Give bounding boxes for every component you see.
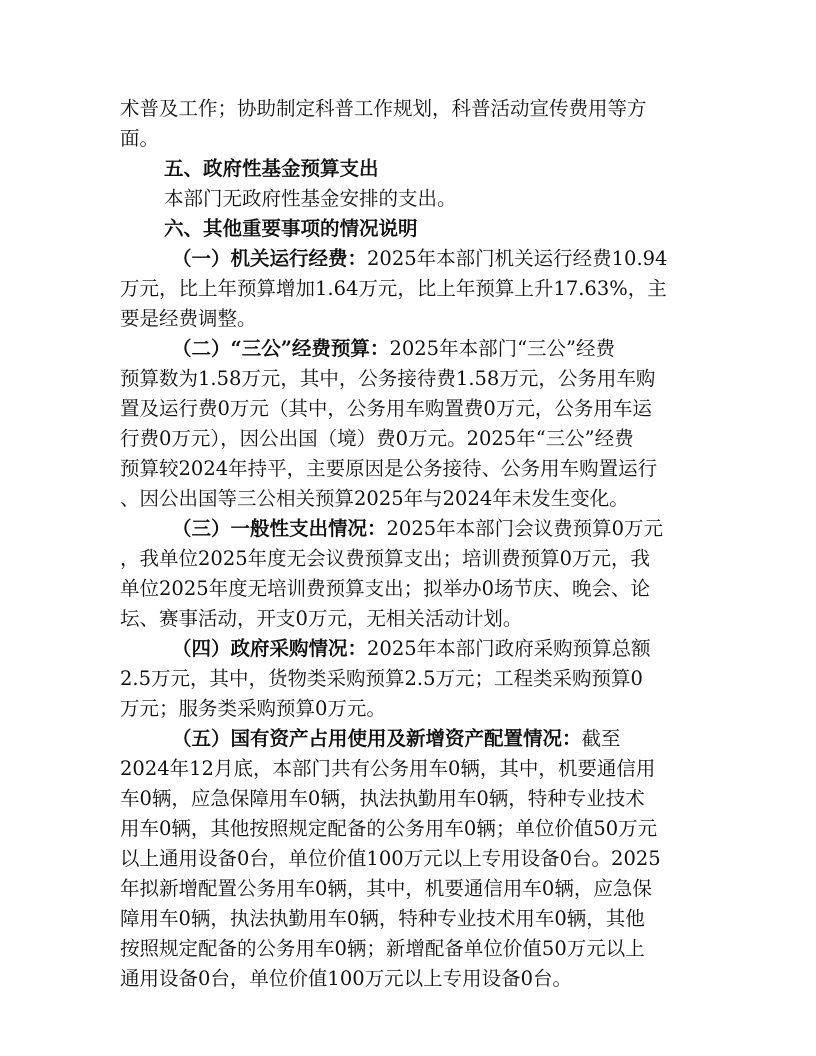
body-line: 按照规定配备的公务用车0辆；新增配备单位价值50万元以上 — [120, 937, 645, 960]
subsection-line: （二）“三公”经费预算：2025年本部门“三公”经费 — [172, 337, 616, 360]
body-line: 预算数为1.58万元，其中，公务接待费1.58万元，公务用车购 — [120, 367, 656, 390]
body-line: 、因公出国等三公相关预算2025年与2024年未发生变化。 — [120, 487, 629, 510]
body-line: 要是经费调整。 — [120, 307, 257, 330]
body-line: 万元；服务类采购预算0万元。 — [120, 697, 386, 720]
subsection-heading: （五）国有资产占用使用及新增资产配置情况： — [172, 727, 582, 750]
body-line: ，我单位2025年度无会议费预算支出；培训费预算0万元，我 — [120, 547, 651, 570]
body-line: 障用车0辆，执法执勤用车0辆，特种专业技术用车0辆，其他 — [120, 907, 645, 930]
body-line: 用车0辆，其他按照规定配备的公务用车0辆；单位价值50万元 — [120, 817, 658, 840]
body-line: 2.5万元，其中，货物类采购预算2.5万元；工程类采购预算0 — [120, 667, 643, 690]
body-line: 年拟新增配置公务用车0辆，其中，机要通信用车0辆，应急保 — [120, 877, 652, 900]
document-page — [120, 94, 700, 994]
body-line: 置及运行费0万元（其中，公务用车购置费0万元，公务用车运 — [120, 397, 652, 420]
subsection-line: （五）国有资产占用使用及新增资产配置情况：截至 — [172, 727, 621, 750]
subsection-heading: （二）“三公”经费预算： — [172, 337, 390, 360]
body-line: 本部门无政府性基金安排的支出。 — [164, 187, 457, 210]
subsection-line: （一）机关运行经费：2025年本部门机关运行经费10.94 — [172, 247, 668, 270]
section-heading: 五、政府性基金预算支出 — [164, 157, 379, 180]
body-line: 车0辆，应急保障用车0辆，执法执勤用车0辆，特种专业技术 — [120, 787, 645, 810]
body-line: 通用设备0台，单位价值100万元以上专用设备0台。 — [120, 967, 573, 990]
subsection-heading: （四）政府采购情况： — [172, 637, 368, 660]
body-line: 术普及工作；协助制定科普工作规划，科普活动宣传费用等方 — [120, 97, 647, 120]
body-line: 面。 — [120, 127, 160, 150]
body-line: 单位2025年度无培训费预算支出；拟举办0场节庆、晚会、论 — [120, 577, 651, 600]
subsection-line: （四）政府采购情况：2025年本部门政府采购预算总额 — [172, 637, 651, 660]
subsection-heading: （一）机关运行经费： — [172, 247, 368, 270]
body-line: 坛、赛事活动，开支0万元，无相关活动计划。 — [120, 607, 523, 630]
body-line: 万元，比上年预算增加1.64万元，比上年预算上升17.63%，主 — [120, 277, 667, 300]
body-line: 预算较2024年持平，主要原因是公务接待、公务用车购置运行 — [120, 457, 658, 480]
body-line: 2024年12月底，本部门共有公务用车0辆，其中，机要通信用 — [120, 757, 656, 780]
subsection-heading: （三）一般性支出情况： — [172, 517, 387, 540]
section-heading: 六、其他重要事项的情况说明 — [164, 217, 418, 240]
body-line: 行费0万元），因公出国（境）费0万元。2025年“三公”经费 — [120, 427, 634, 450]
body-line: 以上通用设备0台，单位价值100万元以上专用设备0台。2025 — [120, 847, 661, 870]
subsection-line: （三）一般性支出情况：2025年本部门会议费预算0万元 — [172, 517, 664, 540]
